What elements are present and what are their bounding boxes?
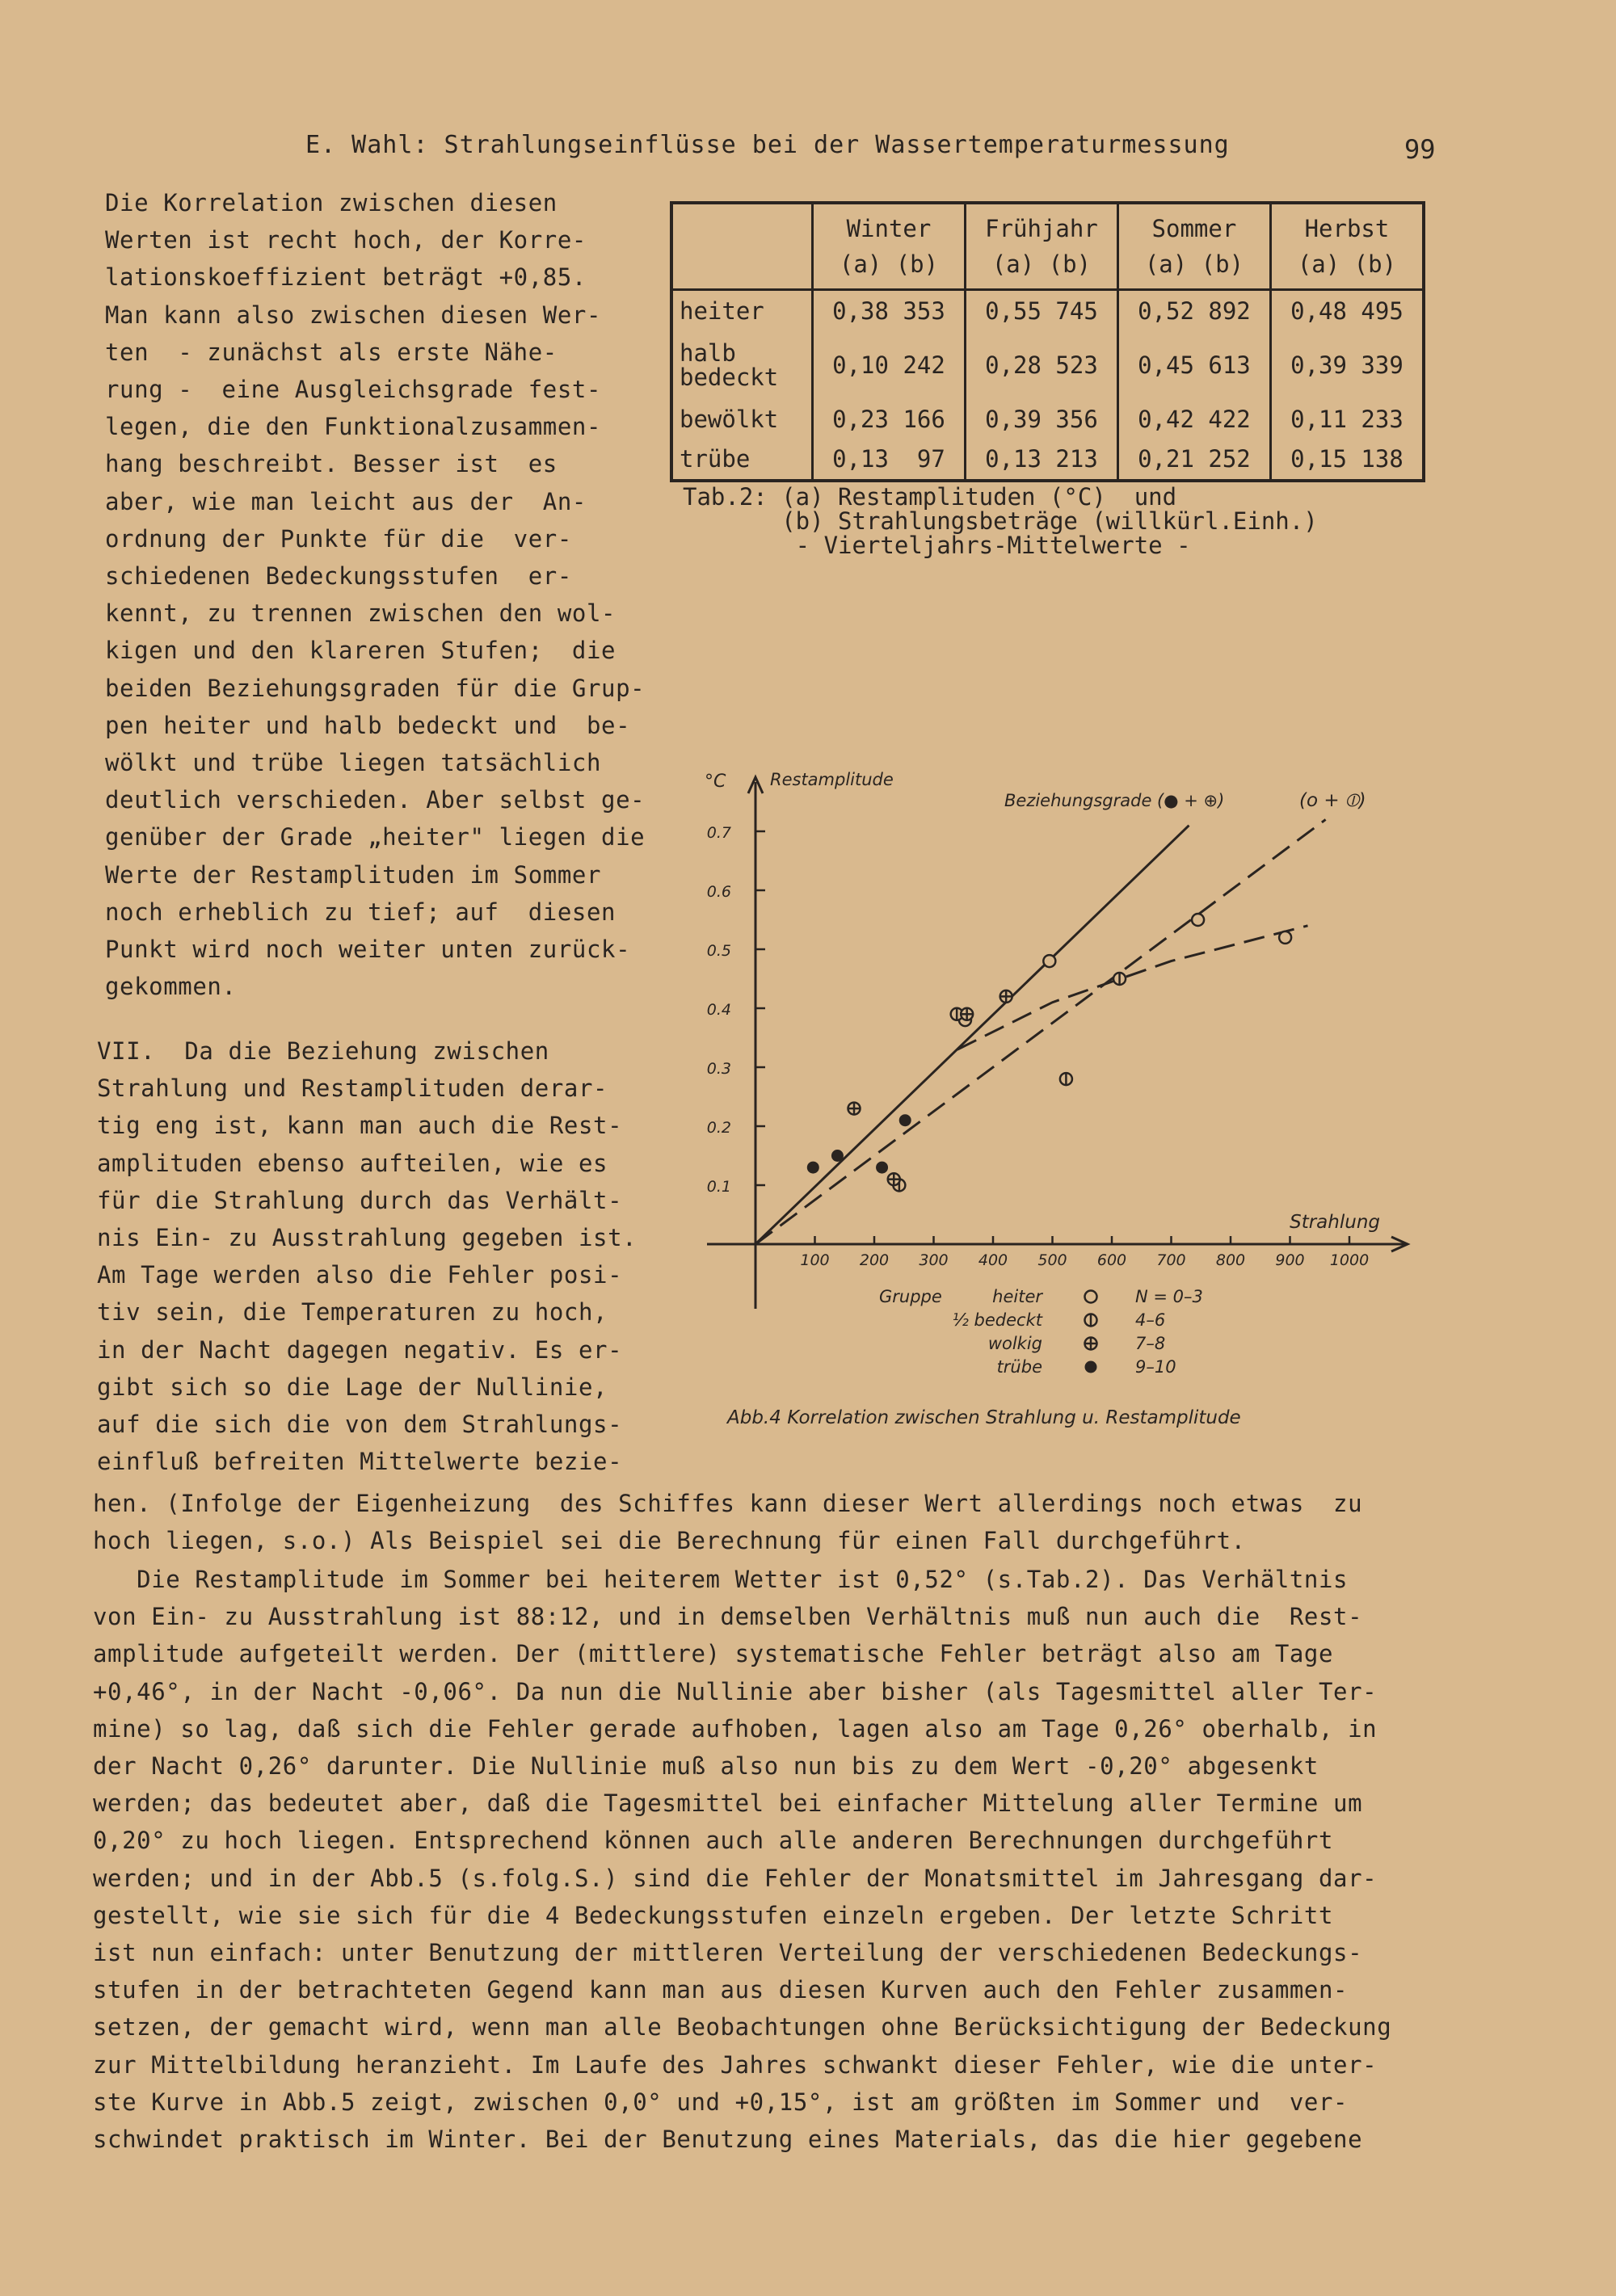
legend-symbol xyxy=(1085,1338,1097,1350)
table-corner-cell xyxy=(671,203,813,290)
text-line: schwindet praktisch im Winter. Bei der Benutzung eines Materials, das die hier gegebene xyxy=(93,2126,1363,2154)
text-line: ste Kurve in Abb.5 zeigt, zwischen 0,0° und +0,15°, ist am größten im Sommer und ver- xyxy=(93,2088,1349,2116)
data-point-heiter xyxy=(1279,931,1291,944)
data-point-trübe xyxy=(831,1150,844,1162)
x-tick-label: 600 xyxy=(1096,1251,1127,1269)
table-row xyxy=(671,439,1424,481)
text-line: genüber der Grade „heiter" liegen die xyxy=(105,823,646,852)
left-column-paragraph xyxy=(105,184,645,1005)
caption-line: Tab.2: (a) Restamplituden (°C) und xyxy=(683,483,1177,511)
table-cell: 0,10 242 xyxy=(813,330,966,400)
text-line: amplitude aufgeteilt werden. Der (mittlere) systematische Fehler beträgt also am Tage xyxy=(93,1640,1334,1668)
x-tick-label: 500 xyxy=(1037,1251,1067,1269)
table-cell: 0,39 356 xyxy=(965,400,1117,439)
table-cell: 0,42 422 xyxy=(1117,400,1270,439)
text-line: einfluß befreiten Mittelwerte bezie- xyxy=(97,1448,623,1476)
text-line: ordnung der Punkte für die ver- xyxy=(105,524,572,553)
table-header-row xyxy=(671,203,1424,290)
table-row xyxy=(671,330,1424,400)
text-line: Punkt wird noch weiter unten zurück- xyxy=(105,936,631,964)
data-point-heiter xyxy=(1192,914,1204,926)
legend-label: wolkig xyxy=(987,1334,1042,1353)
x-tick-label: 200 xyxy=(859,1251,890,1269)
data-point-bedeckt xyxy=(1060,1073,1072,1085)
text-line: Am Tage werden also die Fehler posi- xyxy=(97,1261,623,1289)
season-header: Herbst (a) (b) xyxy=(1270,203,1424,290)
regression-line-solid xyxy=(755,826,1189,1244)
text-line: kennt, zu trennen zwischen den wol- xyxy=(105,599,617,628)
y-tick-label: 0.6 xyxy=(706,883,731,901)
table-cell: 0,21 252 xyxy=(1117,439,1270,481)
text-line: Strahlung und Restamplituden derar- xyxy=(97,1074,608,1103)
caption-line: - Vierteljahrs-Mittelwerte - xyxy=(683,532,1191,559)
table-cell: 0,15 138 xyxy=(1270,439,1424,481)
table-cell: 0,45 613 xyxy=(1117,330,1270,400)
full-width-paragraph xyxy=(93,1485,1362,1559)
text-line: in der Nacht dagegen negativ. Es er- xyxy=(97,1335,623,1364)
table-cell: 0,11 233 xyxy=(1270,400,1424,439)
text-line: VII. Da die Beziehung zwischen xyxy=(97,1037,549,1065)
figure-4-scatter-chart xyxy=(695,759,1422,1438)
table-cell: 0,52 892 xyxy=(1117,290,1270,331)
text-line: gestellt, wie sie sich für die 4 Bedeckungsstufen einzeln ergeben. Der letzte Schritt xyxy=(93,1901,1334,1929)
table-row xyxy=(671,400,1424,439)
text-line: gekommen. xyxy=(105,973,237,1001)
text-line: auf die sich die von dem Strahlungs- xyxy=(97,1411,623,1439)
x-tick-label: 1000 xyxy=(1329,1251,1370,1269)
data-point-trübe xyxy=(876,1162,888,1174)
table-cell: 0,23 166 xyxy=(813,400,966,439)
text-line: rung - eine Ausgleichsgrade fest- xyxy=(105,376,602,404)
marker-ring xyxy=(1085,1291,1097,1303)
marker-filled xyxy=(899,1114,911,1126)
legend-symbol xyxy=(1085,1314,1097,1327)
data-point-wolkig xyxy=(848,1103,861,1115)
text-line: mine) so lag, daß sich die Fehler gerade aufhoben, lagen also am Tage 0,26° oberhalb, in xyxy=(93,1714,1378,1743)
text-line: hen. (Infolge der Eigenheizung des Schiffes kann dieser Wert allerdings noch etwas zu xyxy=(93,1490,1363,1517)
text-line: Die Korrelation zwischen diesen xyxy=(105,189,558,217)
marker-filled xyxy=(1085,1361,1097,1373)
text-line: wölkt und trübe liegen tatsächlich xyxy=(105,749,602,777)
y-tick-label: 0.7 xyxy=(706,824,731,842)
x-tick-label: 900 xyxy=(1275,1251,1305,1269)
text-line: aber, wie man leicht aus der An- xyxy=(105,487,587,515)
text-line: legen, die den Funktionalzusammen- xyxy=(105,413,602,441)
running-title: E. Wahl: Strahlungseinflüsse bei der Wassertemperaturmessung xyxy=(305,131,1230,159)
row-label: heiter xyxy=(671,290,813,331)
section-vii-paragraph xyxy=(97,1032,637,1480)
text-line: lationskoeffizient beträgt +0,85. xyxy=(105,263,587,292)
season-header: Sommer (a) (b) xyxy=(1117,203,1270,290)
y-axis-unit: °C xyxy=(705,772,726,792)
data-point-wolkig xyxy=(888,1173,900,1185)
y-tick-label: 0.4 xyxy=(706,1001,731,1019)
table-caption xyxy=(683,485,1318,557)
text-line: schiedenen Bedeckungsstufen er- xyxy=(105,562,572,591)
marker-filled xyxy=(831,1150,844,1162)
marker-ring xyxy=(1279,931,1291,944)
table-row xyxy=(671,290,1424,331)
x-tick-label: 700 xyxy=(1156,1251,1186,1269)
text-line: ist nun einfach: unter Benutzung der mittleren Verteilung der verschiedenen Bedeckungs- xyxy=(93,1939,1363,1967)
data-point-wolkig xyxy=(961,1008,973,1020)
text-line: tig eng ist, kann man auch die Rest- xyxy=(97,1112,623,1140)
x-tick-label: 800 xyxy=(1215,1251,1246,1269)
table-cell: 0,55 745 xyxy=(965,290,1117,331)
y-tick-label: 0.1 xyxy=(706,1178,731,1196)
text-line: stufen in der betrachteten Gegend kann man aus diesen Kurven auch den Fehler zusammen- xyxy=(93,1976,1349,2004)
legend-count: 7–8 xyxy=(1135,1334,1166,1353)
marker-ring xyxy=(1192,914,1204,926)
text-line: deutlich verschieden. Aber selbst ge- xyxy=(105,786,646,814)
legend-symbol xyxy=(1085,1291,1097,1303)
text-line: werden; und in der Abb.5 (s.folg.S.) sind die Fehler der Monatsmittel im Jahresgang dar- xyxy=(93,1864,1378,1892)
full-width-paragraph xyxy=(93,1561,1391,2158)
text-line: nis Ein- zu Ausstrahlung gegeben ist. xyxy=(97,1224,638,1252)
legend-count: N = 0–3 xyxy=(1135,1287,1203,1306)
table-2 xyxy=(670,201,1425,482)
marker-filled xyxy=(807,1162,819,1174)
data-point-heiter xyxy=(1043,955,1055,967)
text-line: werden; das bedeutet aber, daß die Tagesmittel bei einfacher Mittelung aller Termine um xyxy=(93,1789,1363,1818)
y-tick-label: 0.2 xyxy=(706,1119,731,1137)
text-line: für die Strahlung durch das Verhält- xyxy=(97,1186,623,1214)
table-cell: 0,48 495 xyxy=(1270,290,1424,331)
line-label-open-groups: (o + ⦶) xyxy=(1299,790,1366,811)
regression-line-dashed xyxy=(755,819,1326,1244)
table-cell: 0,28 523 xyxy=(965,330,1117,400)
caption-line: (b) Strahlungsbeträge (willkürl.Einh.) xyxy=(683,507,1318,535)
text-line: +0,46°, in der Nacht -0,06°. Da nun die Nullinie aber bisher (als Tagesmittel aller Ter- xyxy=(93,1677,1378,1705)
text-line: noch erheblich zu tief; auf diesen xyxy=(105,898,617,926)
season-header: Winter (a) (b) xyxy=(813,203,966,290)
text-line: beiden Beziehungsgraden für die Grup- xyxy=(105,674,646,702)
table-cell: 0,38 353 xyxy=(813,290,966,331)
text-line: Werte der Restamplituden im Sommer xyxy=(105,860,602,889)
table-cell: 0,13 97 xyxy=(813,439,966,481)
x-tick-label: 400 xyxy=(978,1251,1008,1269)
data-point-trübe xyxy=(899,1114,911,1126)
legend-count: 9–10 xyxy=(1135,1357,1176,1377)
data-point-wolkig xyxy=(1000,990,1012,1003)
text-line: amplituden ebenso aufteilen, wie es xyxy=(97,1149,608,1177)
text-line: 0,20° zu hoch liegen. Entsprechend können auch alle anderen Berechnungen durchgeführt xyxy=(93,1827,1334,1855)
y-tick-label: 0.5 xyxy=(706,942,731,960)
x-axis-label: Strahlung xyxy=(1290,1212,1380,1233)
text-line: zur Mittelbildung heranzieht. Im Laufe des Jahres schwankt dieser Fehler, wie die unter- xyxy=(93,2050,1378,2079)
line-label-beziehungsgrade: Beziehungsgrade (● + ⊕) xyxy=(1004,791,1225,810)
page-number: 99 xyxy=(1404,134,1436,165)
row-label: halb bedeckt xyxy=(671,330,813,400)
text-line: setzen, der gemacht wird, wenn man alle Beobachtungen ohne Berücksichtigung der Bedeckung xyxy=(93,2013,1392,2042)
legend-label: trübe xyxy=(996,1357,1042,1377)
legend-label: heiter xyxy=(992,1287,1042,1306)
text-line: der Nacht 0,26° darunter. Die Nullinie muß also nun bis zu dem Wert -0,20° abgesenkt xyxy=(93,1752,1319,1781)
text-line: ten - zunächst als erste Nähe- xyxy=(105,338,558,366)
marker-ring xyxy=(1043,955,1055,967)
legend-label: ½ bedeckt xyxy=(952,1310,1042,1330)
table-cell: 0,39 339 xyxy=(1270,330,1424,400)
x-tick-label: 100 xyxy=(800,1251,830,1269)
text-line: gibt sich so die Lage der Nullinie, xyxy=(97,1373,608,1401)
data-point-bedeckt xyxy=(1113,973,1126,985)
text-line: Man kann also zwischen diesen Wer- xyxy=(105,301,602,329)
text-line: hang beschreibt. Besser ist es xyxy=(105,450,558,478)
data-point-trübe xyxy=(807,1162,819,1174)
legend-title: Gruppe xyxy=(879,1287,942,1306)
marker-filled xyxy=(876,1162,888,1174)
legend-count: 4–6 xyxy=(1135,1310,1166,1330)
text-line: Die Restamplitude im Sommer bei heiterem Wetter ist 0,52° (s.Tab.2). Das Verhältnis xyxy=(93,1566,1349,1593)
text-line: pen heiter und halb bedeckt und be- xyxy=(105,711,631,739)
text-line: Werten ist recht hoch, der Korre- xyxy=(105,226,587,254)
figure-caption: Abb.4 Korrelation zwischen Strahlung u. Restamplitude xyxy=(727,1407,1241,1428)
text-line: kigen und den klareren Stufen; die xyxy=(105,637,617,665)
y-axis-label: Restamplitude xyxy=(770,770,894,789)
y-tick-label: 0.3 xyxy=(706,1060,731,1078)
legend-symbol xyxy=(1085,1361,1097,1373)
row-label: trübe xyxy=(671,439,813,481)
x-tick-label: 300 xyxy=(919,1251,949,1269)
dashed-curve xyxy=(957,926,1308,1049)
text-line: von Ein- zu Ausstrahlung ist 88:12, und in demselben Verhältnis muß nun auch die Rest- xyxy=(93,1603,1363,1631)
row-label: bewölkt xyxy=(671,400,813,439)
text-line: hoch liegen, s.o.) Als Beispiel sei die Berechnung für einen Fall durchgeführt. xyxy=(93,1527,1246,1555)
text-line: tiv sein, die Temperaturen zu hoch, xyxy=(97,1298,608,1327)
table-cell: 0,13 213 xyxy=(965,439,1117,481)
season-header: Frühjahr (a) (b) xyxy=(965,203,1117,290)
